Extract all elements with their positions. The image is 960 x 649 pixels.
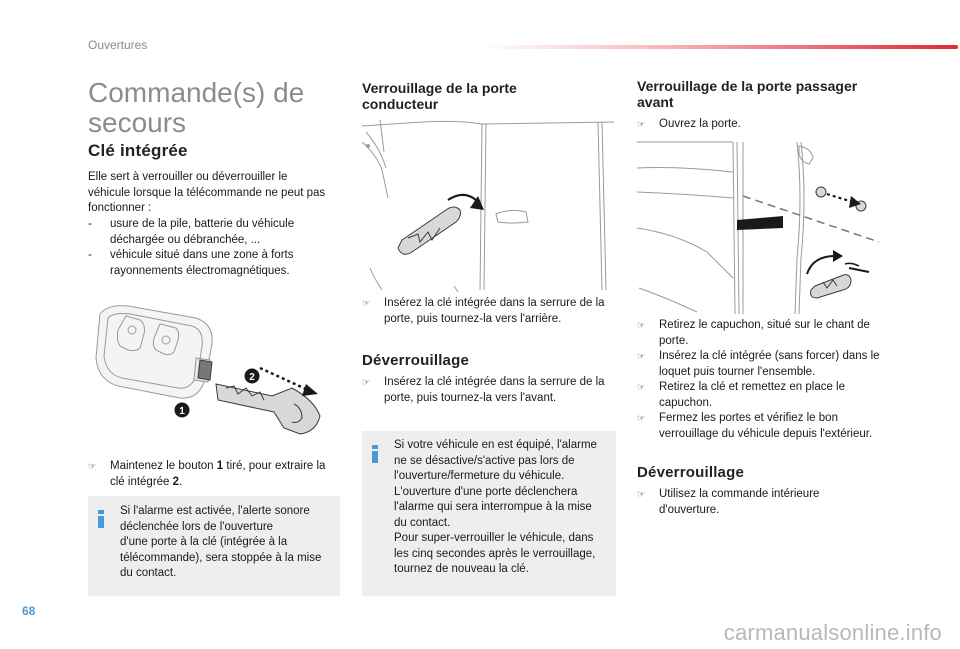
note-line: télécommande), sera stoppée à la mise	[120, 551, 322, 564]
passenger-unlock-heading: Déverrouillage	[637, 464, 745, 481]
note-line: du contact.	[120, 567, 177, 579]
note-line: l'alarme qui sera interrompue à la mise	[394, 501, 592, 513]
heading-line: Verrouillage de la porte passager	[637, 78, 858, 94]
note-line: tournez de nouveau la clé.	[394, 563, 529, 575]
page-title-line1: Commande(s) de	[88, 77, 305, 108]
key-fob-illustration	[88, 300, 340, 450]
list-item	[637, 411, 897, 442]
list-item	[88, 217, 348, 248]
heading-line: Verrouillage de la porte	[362, 80, 517, 96]
instruction-line: Insérez la clé intégrée (sans forcer) dans le	[659, 350, 880, 362]
section-title: Ouvertures	[88, 38, 148, 52]
hand-pointer-icon: ☞	[637, 320, 646, 330]
info-icon	[370, 445, 380, 463]
hand-pointer-icon: ☞	[637, 382, 646, 392]
note-line: les cinq secondes après le verrouillage,	[394, 547, 596, 560]
list-item	[88, 248, 348, 279]
instruction-line: d'ouverture.	[659, 503, 720, 516]
list-item-line: véhicule situé dans une zone à forts	[110, 249, 294, 261]
driver-unlock-heading: Déverrouillage	[362, 352, 470, 369]
hand-pointer-icon: ☞	[637, 119, 646, 129]
hand-pointer-icon: ☞	[88, 461, 97, 471]
note-line: d'une porte à la clé (intégrée à la	[120, 536, 288, 548]
instruction-line: Utilisez la commande intérieure	[659, 488, 820, 500]
superlock-info-note	[362, 431, 616, 596]
hand-pointer-icon: ☞	[362, 377, 371, 387]
hand-pointer-icon: ☞	[637, 489, 646, 499]
instruction-line	[110, 475, 344, 491]
intro-line: fonctionner :	[88, 202, 152, 214]
text-run: .	[179, 475, 183, 488]
passenger-lock-steps	[637, 318, 897, 442]
page-number: 68	[22, 604, 36, 618]
key-number: 2	[172, 475, 180, 488]
open-door-instruction	[637, 117, 893, 133]
instruction-line	[110, 459, 344, 475]
note-text	[394, 438, 597, 578]
hand-pointer-icon: ☞	[637, 351, 646, 361]
reasons-list	[88, 217, 348, 279]
intro-line: véhicule lorsque la télécommande ne peut pas	[88, 186, 326, 199]
integrated-key-heading: Clé intégrée	[88, 141, 188, 160]
dash-marker: -	[88, 218, 92, 230]
instruction-line: Fermez les portes et vérifiez le bon	[659, 412, 838, 424]
driver-door-illustration	[362, 118, 616, 292]
instruction-line: Insérez la clé intégrée dans la serrure de la	[384, 376, 605, 388]
key-label-1: 1	[179, 406, 185, 417]
text-run: Maintenez le bouton	[110, 460, 217, 472]
page-title	[88, 78, 340, 138]
text-run: clé intégrée	[110, 475, 173, 488]
text-run: tiré, pour extraire la	[223, 460, 326, 472]
button-number: 1	[216, 460, 224, 472]
note-line: Si l'alarme est activée, l'alerte sonore	[120, 505, 310, 517]
instruction-line: loquet puis tourner l'ensemble.	[659, 365, 816, 378]
passenger-door-heading	[637, 78, 897, 110]
page-title-line2: secours	[88, 107, 187, 138]
note-line: ne se désactive/s'active pas lors de	[394, 454, 575, 467]
list-item-line: usure de la pile, batterie du véhicule	[110, 218, 295, 230]
alarm-info-note	[88, 496, 340, 596]
heading-line: conducteur	[362, 96, 439, 112]
header-accent-line	[480, 45, 958, 49]
dash-marker: -	[88, 249, 92, 261]
note-line: Si votre véhicule en est équipé, l'alarme	[394, 439, 597, 451]
list-item	[637, 349, 897, 380]
driver-lock-instruction	[362, 296, 622, 327]
watermark: carmanualsonline.info	[723, 620, 942, 645]
note-text	[120, 504, 321, 582]
passenger-door-illustration	[637, 138, 893, 314]
driver-door-heading	[362, 80, 616, 112]
intro-paragraph	[88, 170, 348, 217]
instruction-line: Retirez la clé et remettez en place le	[659, 381, 846, 393]
instruction-line: Ouvrez la porte.	[659, 118, 741, 130]
note-line: Pour super-verrouiller le véhicule, dans	[394, 532, 594, 544]
extract-key-instruction	[88, 459, 344, 490]
list-item-line: rayonnements électromagnétiques.	[110, 264, 290, 277]
driver-unlock-instruction	[362, 375, 622, 406]
intro-line: Elle sert à verrouiller ou déverrouiller le	[88, 171, 288, 183]
note-line: déclenchée lors de l'ouverture	[120, 520, 274, 533]
list-item-line: déchargée ou débranchée, ...	[110, 233, 261, 246]
note-line: l'ouverture/fermeture du véhicule.	[394, 470, 565, 482]
instruction-line: porte.	[659, 334, 689, 347]
hand-pointer-icon: ☞	[637, 413, 646, 423]
instruction-line: Insérez la clé intégrée dans la serrure de la	[384, 297, 605, 309]
instruction-line: porte, puis tournez-la vers l'avant.	[384, 391, 557, 404]
note-line: L'ouverture d'une porte déclenchera	[394, 485, 578, 498]
list-item	[637, 318, 897, 349]
instruction-line: verrouillage du véhicule depuis l'extérieur.	[659, 427, 873, 440]
instruction-line: Retirez le capuchon, situé sur le chant de	[659, 319, 870, 331]
note-line: du contact.	[394, 516, 451, 529]
list-item	[637, 380, 897, 411]
instruction-line: capuchon.	[659, 396, 713, 409]
key-label-2: 2	[249, 372, 255, 383]
heading-line: avant	[637, 94, 674, 110]
hand-pointer-icon: ☞	[362, 298, 371, 308]
instruction-line: porte, puis tournez-la vers l'arrière.	[384, 312, 562, 325]
info-icon	[96, 510, 106, 528]
passenger-unlock-instruction	[637, 487, 893, 518]
